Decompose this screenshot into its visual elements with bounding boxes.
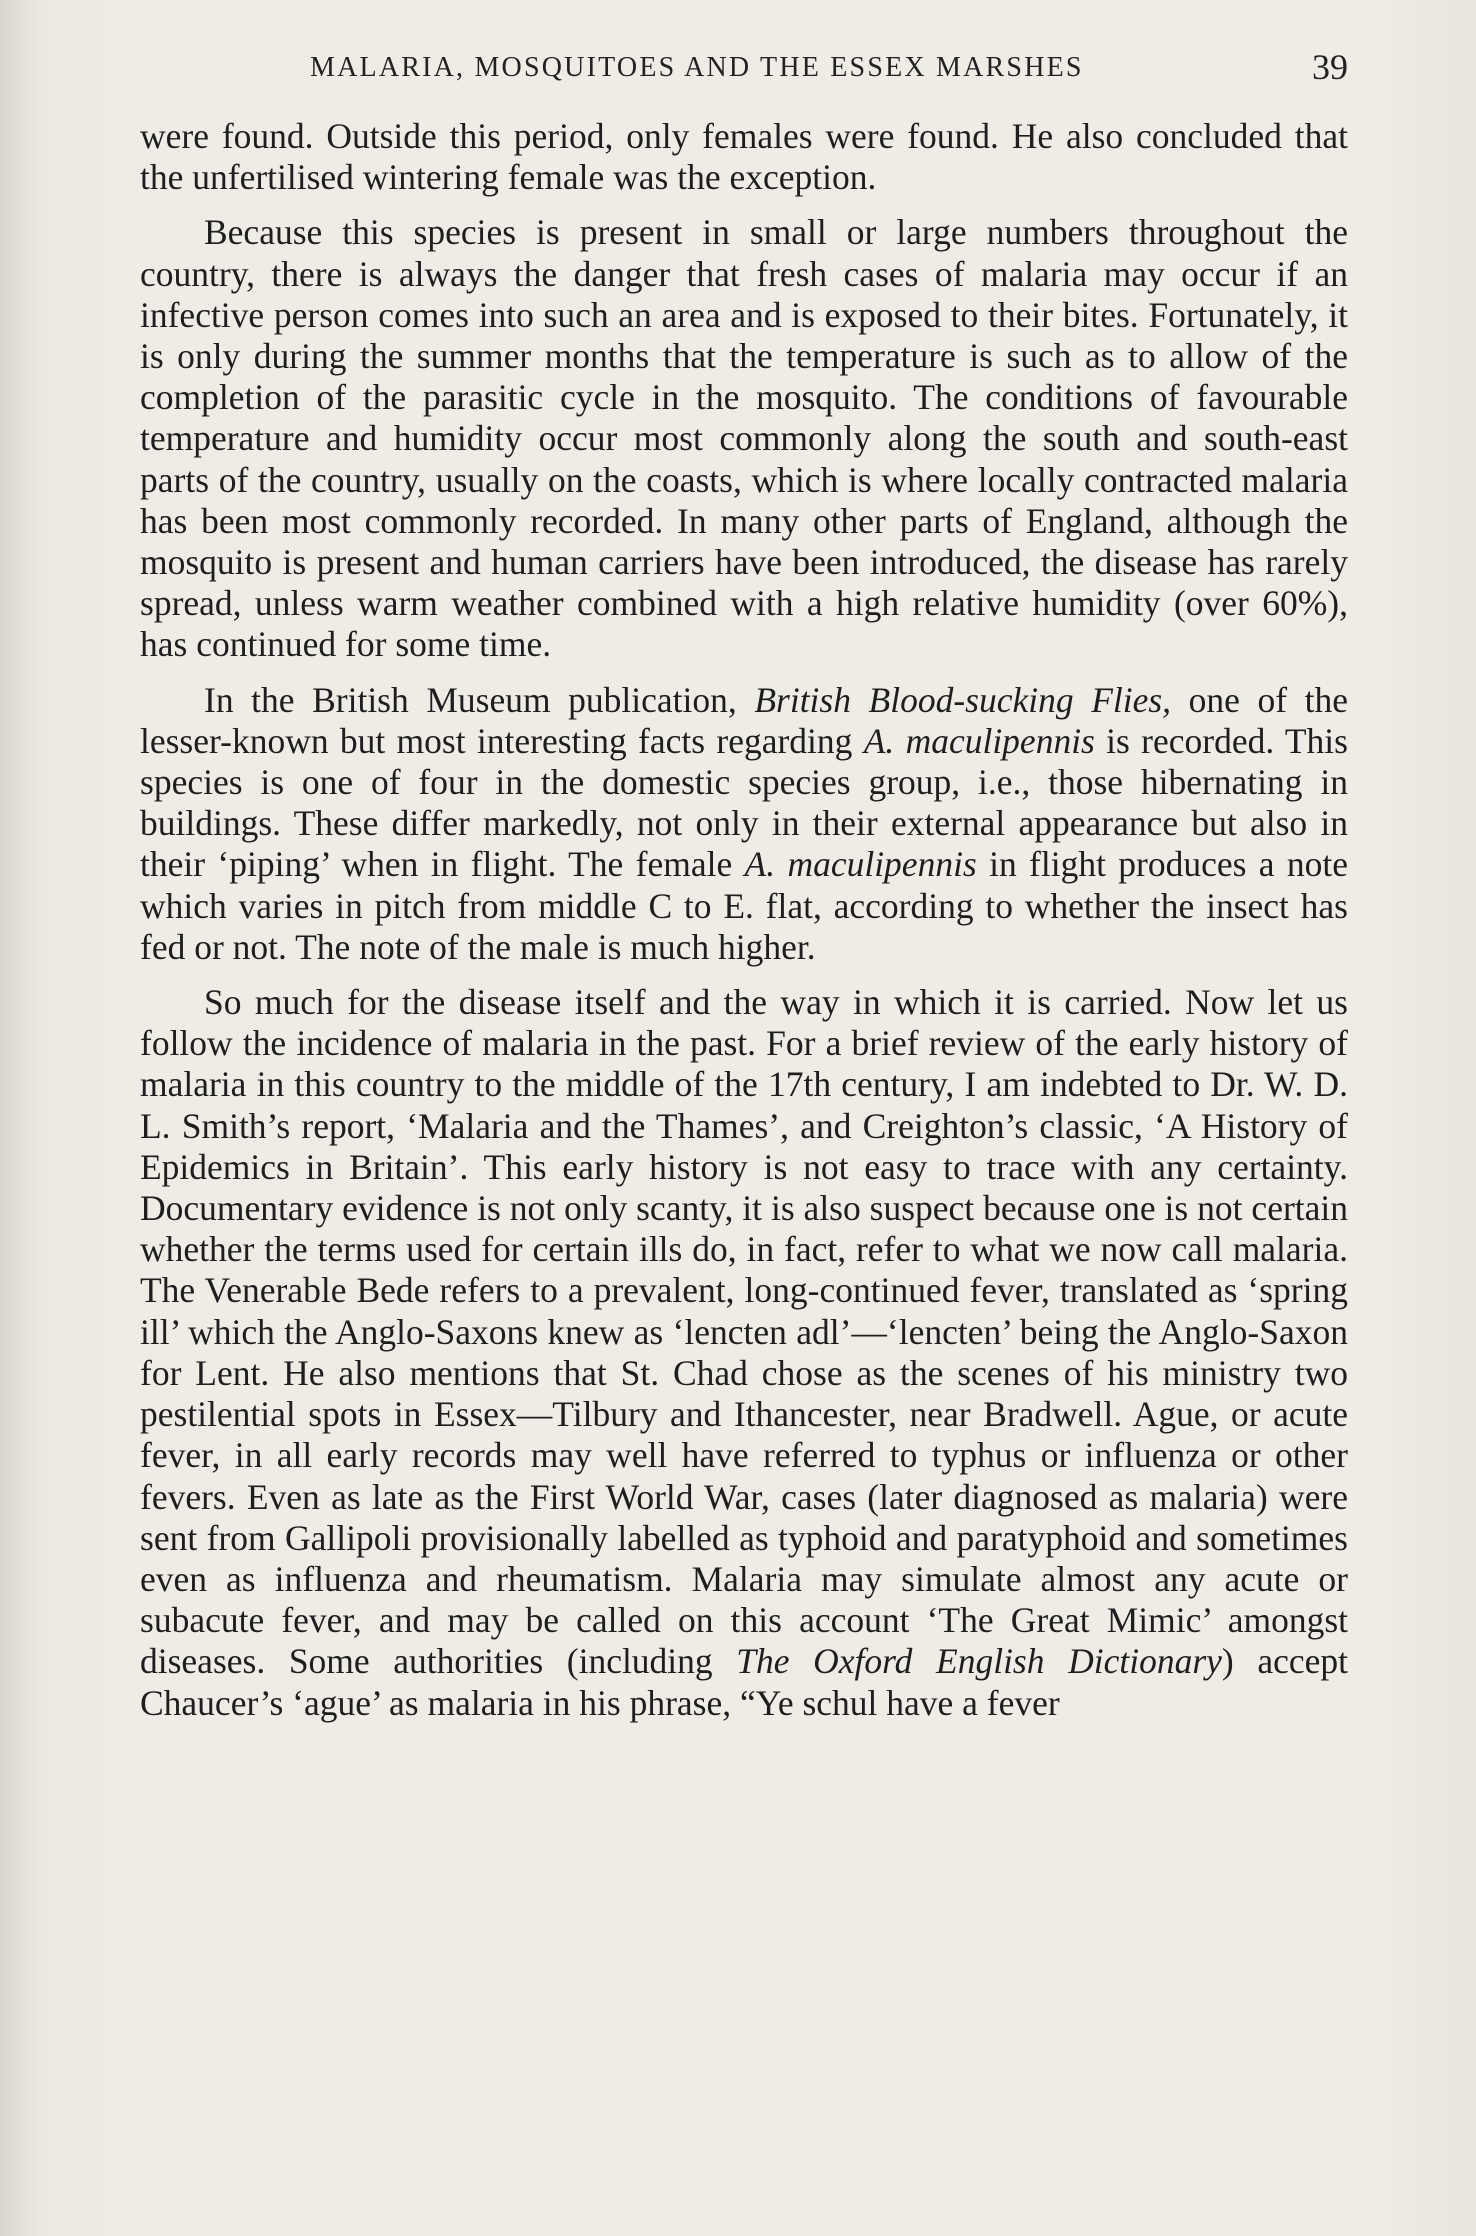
text-run: were found. Outside this period, only females were found. He also concluded that the unfertilised wintering female was the exception. xyxy=(140,116,1348,198)
text-run: So much for the disease itself and the way in which it is carried. Now let us follow the incidence of malaria in the past. For a brief review of the early history of malaria in this country to the middle of the 17th century, I am indebted to Dr. W. D. L. Smith’s report, ‘Malaria and the Thames’, and Creighton’s classic, ‘A History of Epidemics in Britain’. This early history is not easy to trace with any certainty. Documentary evidence is not only scanty, it is also suspect because one is not certain whether the terms used for certain ills do, in fact, refer to what we now call malaria. The Venerable Bede refers to a prevalent, long-continued fever, translated as ‘spring ill’ which the Anglo-Saxons knew as ‘lencten adl’—‘lencten’ being the Anglo-Saxon for Lent. He also mentions that St. Chad chose as the scenes of his ministry two pestilential spots in Essex—Tilbury and Ithancester, near Bradwell. Ague, or acute fever, in all early records may well have referred to typhus or influenza or other fevers. Even as late as the First World War, cases (later diagnosed as malaria) were sent from Gallipoli provisionally labelled as typhoid and paratyphoid and sometimes even as influenza and rheumatism. Malaria may simulate almost any acute or subacute fever, and may be called on this account ‘The Great Mimic’ amongst diseases. Some authorities (including xyxy=(140,982,1348,1682)
page-header xyxy=(140,46,1348,90)
text-run: ) accept Chaucer’s ‘ague’ as malaria in his phrase, “Ye schul have a fever xyxy=(140,1641,1348,1723)
text-run: is recorded. This species is one of four in the domestic species group, i.e., those hibernating in buildings. These differ markedly, not only in their external appearance but also in their ‘piping’ when in flight. The female xyxy=(140,720,1348,885)
paragraph xyxy=(140,680,1348,968)
text-run: one of the lesser-known but most interesting facts regarding xyxy=(140,679,1348,761)
text-run: in flight produces a note which varies in pitch from middle C to E. flat, according to whether the insect has fed or not. The note of the male is much higher. xyxy=(140,844,1348,967)
body-text xyxy=(140,116,1348,1724)
text-run: In the British Museum publication, xyxy=(204,679,755,720)
italic-text: A. maculipennis xyxy=(863,720,1095,761)
paragraph xyxy=(140,116,1348,198)
italic-text: A. maculipennis xyxy=(744,844,977,885)
paragraph xyxy=(140,212,1348,665)
running-head: MALARIA, MOSQUITOES AND THE ESSEX MARSHES xyxy=(310,52,1084,83)
page-number: 39 xyxy=(1312,47,1348,87)
text-run: Because this species is present in small or large numbers throughout the country, there is always the danger that fresh cases of malaria may occur if an infective person comes into such an area and is exposed to their bites. Fortunately, it is only during the summer months that the temperature is such as to allow of the completion of the parasitic cycle in the mosquito. The conditions of favourable temperature and humidity occur most commonly along the south and south-east parts of the country, usually on the coasts, which is where locally contracted malaria has been most commonly recorded. In many other parts of England, although the mosquito is present and human carriers have been introduced, the disease has rarely spread, unless warm weather combined with a high relative humidity (over 60%), has continued for some time. xyxy=(140,212,1348,665)
italic-text: The Oxford English Dictionary xyxy=(736,1641,1222,1682)
paragraph xyxy=(140,982,1348,1724)
italic-text: British Blood-sucking Flies, xyxy=(754,679,1172,720)
